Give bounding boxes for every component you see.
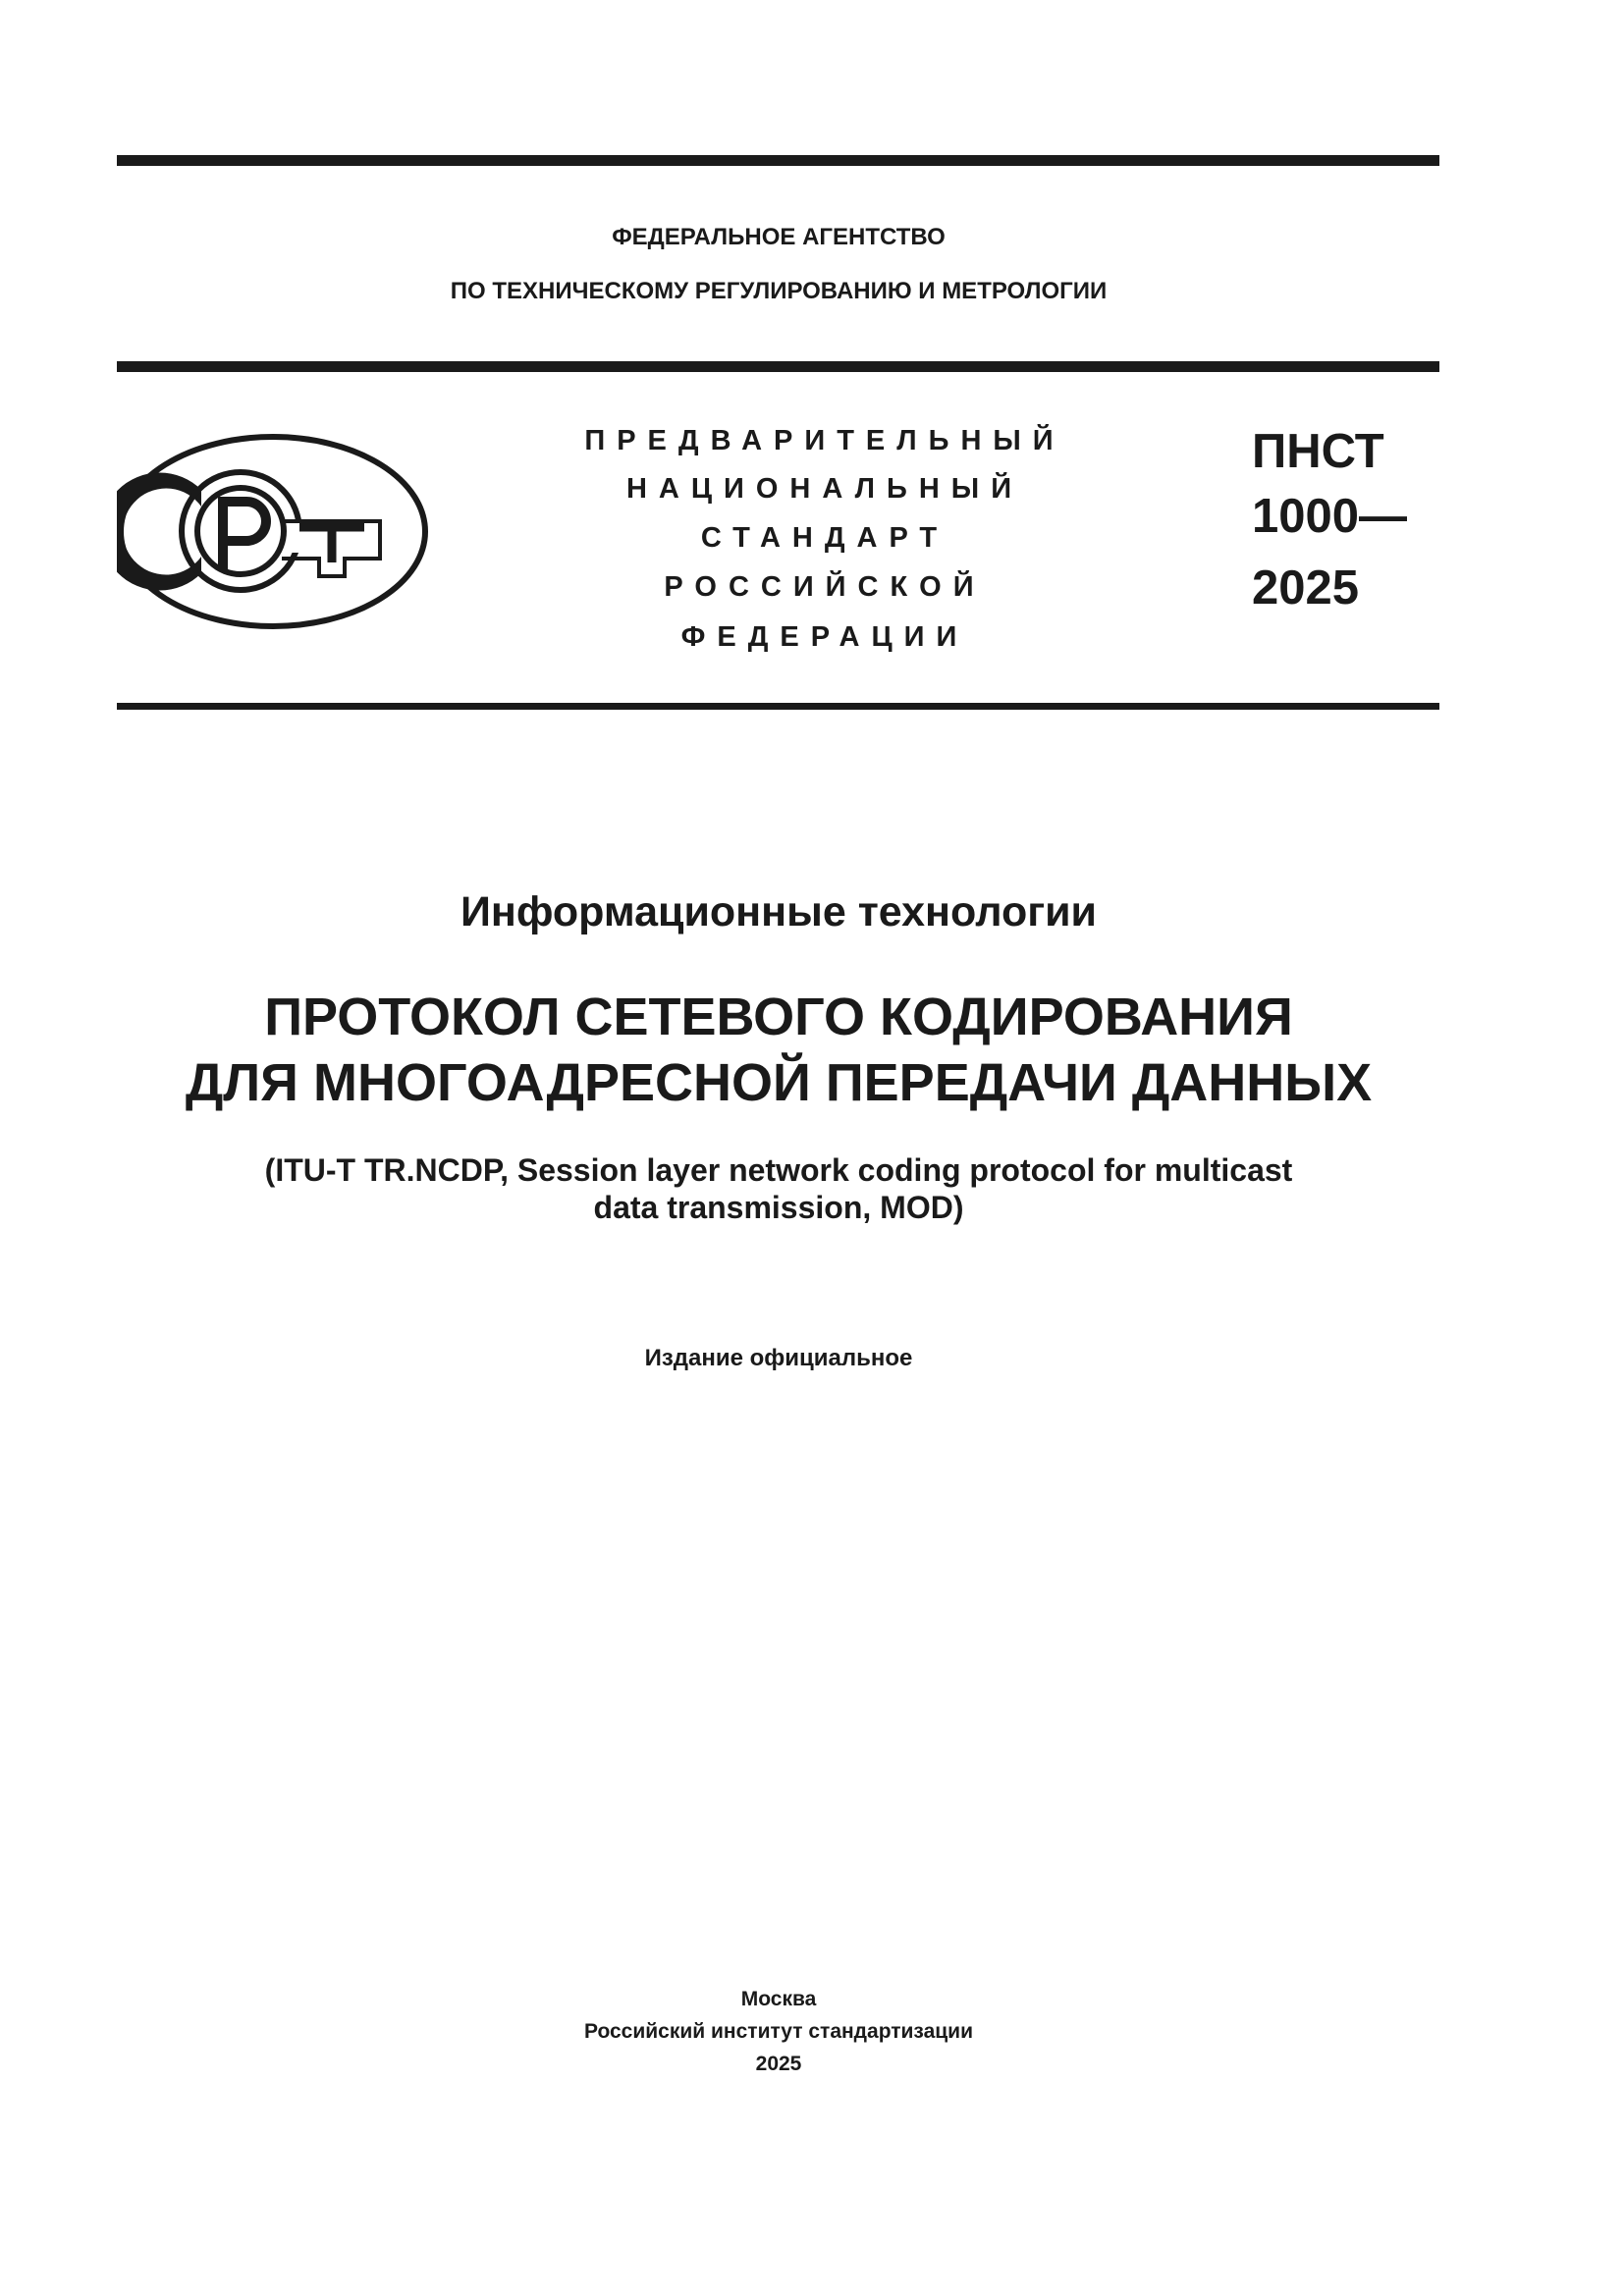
standard-type-line: РОССИЙСКОЙ (664, 571, 986, 603)
imprint-year: 2025 (755, 2053, 802, 2075)
imprint-publisher: Российский институт стандартизации (583, 2020, 974, 2043)
standard-type-line: ФЕДЕРАЦИИ (680, 621, 969, 653)
standard-type-line: СТАНДАРТ (700, 522, 949, 554)
middle-rule (117, 361, 1439, 372)
standard-type-line: НАЦИОНАЛЬНЫЙ (625, 473, 1024, 505)
top-rule (117, 155, 1439, 166)
imprint-city: Москва (740, 1988, 817, 2010)
standard-type-line: ПРЕДВАРИТЕЛЬНЫЙ (584, 425, 1065, 456)
subject-title: Информационные технологии (460, 888, 1097, 935)
edition-label: Издание официальное (644, 1345, 913, 1371)
standard-number-line: 2025 (1252, 561, 1360, 614)
source-reference-line-2: data transmission, MOD) (593, 1190, 964, 1225)
standard-number-line: ПНСТ (1252, 425, 1384, 478)
main-title-line-2: ДЛЯ МНОГОАДРЕСНОЙ ПЕРЕДАЧИ ДАННЫХ (185, 1053, 1373, 1112)
standard-number-line: 1000— (1252, 490, 1408, 543)
agency-name-line-1: ФЕДЕРАЛЬНОЕ АГЕНТСТВО (612, 224, 946, 250)
main-title-line-1: ПРОТОКОЛ СЕТЕВОГО КОДИРОВАНИЯ (264, 988, 1293, 1046)
agency-name-line-2: ПО ТЕХНИЧЕСКОМУ РЕГУЛИРОВАНИЮ И МЕТРОЛОГИИ (450, 278, 1108, 304)
source-reference-line-1: (ITU-T TR.NCDP, Session layer network coding protocol for multicast (264, 1152, 1293, 1188)
gost-r-logo-icon (117, 433, 429, 630)
bottom-rule (117, 703, 1439, 710)
